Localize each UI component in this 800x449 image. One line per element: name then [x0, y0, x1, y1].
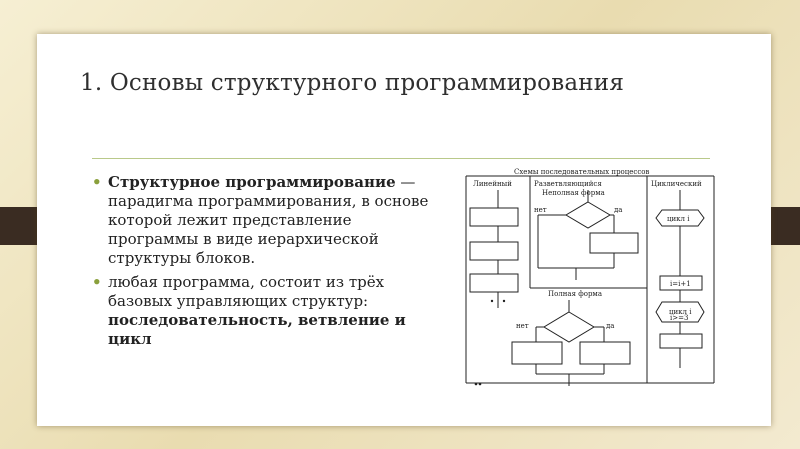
loop-block2-label: цикл i	[669, 308, 692, 316]
full-form-label: Полная форма	[548, 290, 603, 298]
col-cyclic-label: Циклический	[651, 180, 702, 188]
branch-no-label: нет	[534, 206, 547, 214]
title-divider	[92, 158, 710, 159]
full-yes-label: да	[606, 322, 615, 330]
definition-text: — парадигма программирования, в основе которой лежит представление программы в виде иерархической структуры блоков.	[108, 173, 429, 267]
full-no-label: нет	[516, 322, 529, 330]
flowchart-svg	[464, 168, 716, 390]
col-linear-label: Линейный	[473, 180, 512, 188]
slide-title: 1. Основы структурного программирования	[80, 70, 625, 96]
structures-text: любая программа, состоит из трёх базовых управляющих структур:	[108, 273, 385, 310]
flowchart-figure	[464, 168, 716, 390]
col-branch-label: Разветвляющийся	[534, 180, 602, 188]
bullet-item-structures	[92, 273, 442, 349]
term-structural-programming: Структурное программирование	[108, 173, 396, 191]
bullet-item-definition	[92, 173, 442, 268]
branch-incomplete-label: Неполная форма	[542, 189, 605, 197]
inc-block-label: i=i+1	[670, 280, 691, 288]
bullet-list	[92, 173, 442, 354]
left-dark-bar	[0, 207, 42, 245]
cond-block-label: i>=3	[670, 314, 689, 322]
structures-bold: последовательность, ветвление и цикл	[108, 311, 406, 348]
bullet-dot-icon: •	[92, 173, 102, 191]
branch-yes-label: да	[614, 206, 623, 214]
diagram-header: Схемы последовательных процессов	[514, 168, 650, 176]
loop-block-label: цикл i	[667, 215, 690, 223]
bullet-dot-icon: •	[92, 273, 102, 291]
